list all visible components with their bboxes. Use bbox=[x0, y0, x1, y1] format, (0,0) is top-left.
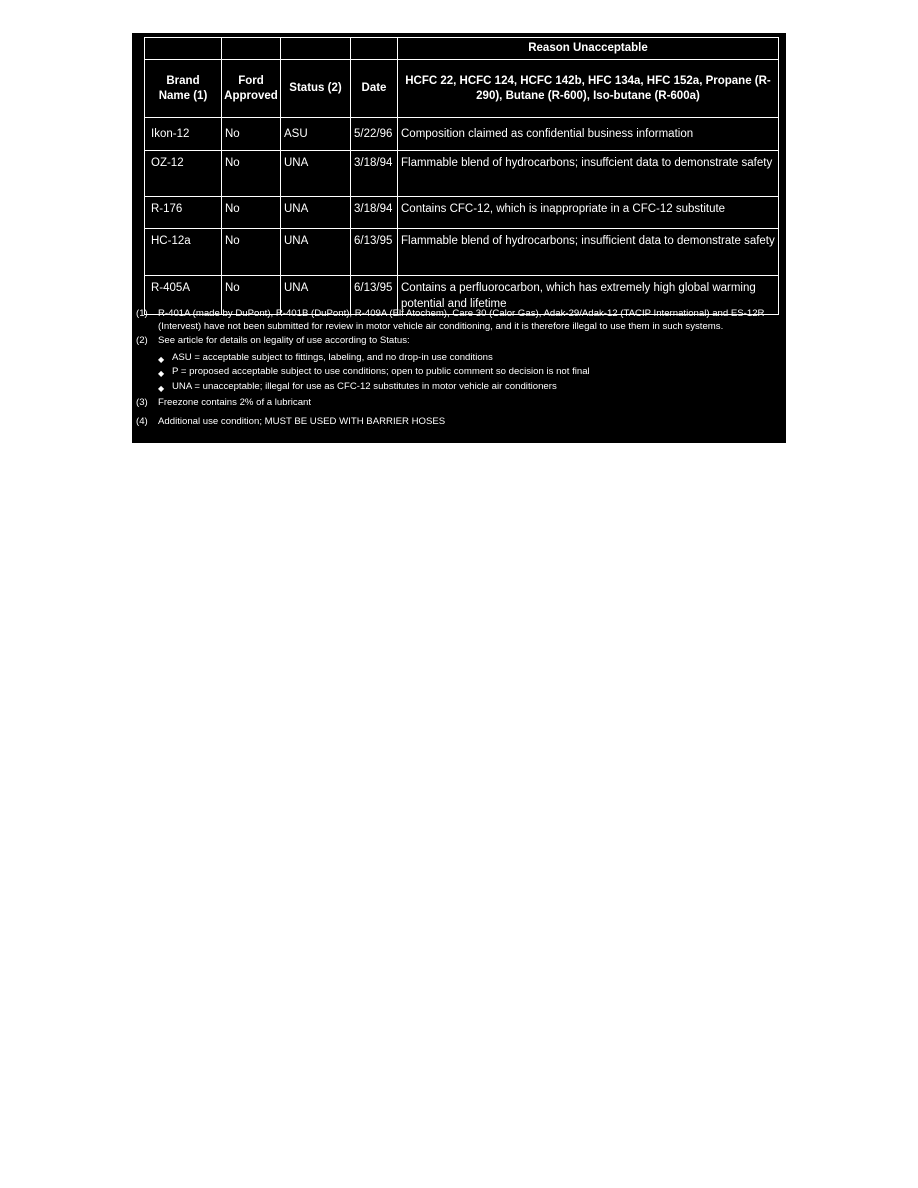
date-header: Date bbox=[351, 60, 398, 118]
date-cell: 5/22/96 bbox=[351, 118, 398, 151]
status-cell: ASU bbox=[281, 118, 351, 151]
reason-cell: Flammable blend of hydrocarbons; insufficient data to demonstrate safety bbox=[398, 229, 779, 276]
ford-approved-cell: No bbox=[222, 197, 281, 229]
empty-header-cell bbox=[281, 38, 351, 60]
reason-cell: Contains CFC-12, which is inappropriate in a CFC-12 substitute bbox=[398, 197, 779, 229]
footnotes bbox=[136, 308, 776, 430]
table-row bbox=[145, 151, 779, 197]
brand-cell: R-405A bbox=[145, 276, 222, 315]
footnote-2: (2) See article for details on legality of use according to Status: bbox=[136, 335, 410, 347]
list-item: ◆ P = proposed acceptable subject to use conditions; open to public comment so decision is not final bbox=[158, 366, 776, 380]
brand-cell: Ikon-12 bbox=[145, 118, 222, 151]
ford-approved-cell: No bbox=[222, 229, 281, 276]
status-header: Status (2) bbox=[281, 60, 351, 118]
date-cell: 3/18/94 bbox=[351, 151, 398, 197]
footnote-4: (4) Additional use condition; MUST BE USED WITH BARRIER HOSES bbox=[136, 415, 446, 427]
empty-header-cell bbox=[222, 38, 281, 60]
date-cell: 6/13/95 bbox=[351, 229, 398, 276]
refrigerant-table-figure bbox=[132, 33, 786, 443]
unacceptable-refrigerants-table bbox=[144, 37, 779, 315]
brand-name-header: Brand Name (1) bbox=[145, 60, 222, 118]
reason-cell: Flammable blend of hydrocarbons; insuffcient data to demonstrate safety bbox=[398, 151, 779, 197]
brand-cell: OZ-12 bbox=[145, 151, 222, 197]
table-top-header-row bbox=[145, 38, 779, 60]
status-definitions-list bbox=[158, 352, 776, 395]
ford-approved-header: Ford Approved bbox=[222, 60, 281, 118]
status-cell: UNA bbox=[281, 229, 351, 276]
date-cell: 3/18/94 bbox=[351, 197, 398, 229]
bullet-icon: ◆ bbox=[158, 383, 165, 393]
table-row bbox=[145, 118, 779, 151]
brand-cell: HC-12a bbox=[145, 229, 222, 276]
bullet-icon: ◆ bbox=[158, 369, 165, 379]
brand-cell: R-176 bbox=[145, 197, 222, 229]
ford-approved-cell: No bbox=[222, 118, 281, 151]
ford-approved-cell: No bbox=[222, 276, 281, 315]
table-row bbox=[145, 229, 779, 276]
status-cell: UNA bbox=[281, 197, 351, 229]
table-column-header-row bbox=[145, 60, 779, 118]
footnote-1: (1) R-401A (made by DuPont), R-401B (DuPont), R-409A (Elf Atochem), Care 30 (Calor Gas), Adak-29/Adak-12 (TACIP International) and ES-12R (Intervest) have not been submitted for review in motor vehicle air conditioning, and it is therefore illegal to use them in such systems. bbox=[136, 308, 765, 332]
reason-cell: Composition claimed as confidential business information bbox=[398, 118, 779, 151]
bullet-icon: ◆ bbox=[158, 354, 165, 364]
list-item: ◆ ASU = acceptable subject to fittings, labeling, and no drop-in use conditions bbox=[158, 352, 776, 366]
reason-cell: Contains a perfluorocarbon, which has extremely high global warming potential and lifetime bbox=[398, 276, 779, 315]
list-item: ◆ UNA = unacceptable; illegal for use as CFC-12 substitutes in motor vehicle air conditioners bbox=[158, 381, 776, 395]
table-row bbox=[145, 197, 779, 229]
footnote-3: (3) Freezone contains 2% of a lubricant bbox=[136, 397, 312, 408]
reason-unacceptable-header: Reason Unacceptable bbox=[398, 38, 779, 60]
empty-header-cell bbox=[145, 38, 222, 60]
ford-approved-cell: No bbox=[222, 151, 281, 197]
status-cell: UNA bbox=[281, 276, 351, 315]
date-cell: 6/13/95 bbox=[351, 276, 398, 315]
substances-header: HCFC 22, HCFC 124, HCFC 142b, HFC 134a, HFC 152a, Propane (R-290), Butane (R-600), Iso-butane (R-600a) bbox=[398, 60, 779, 118]
status-cell: UNA bbox=[281, 151, 351, 197]
empty-header-cell bbox=[351, 38, 398, 60]
